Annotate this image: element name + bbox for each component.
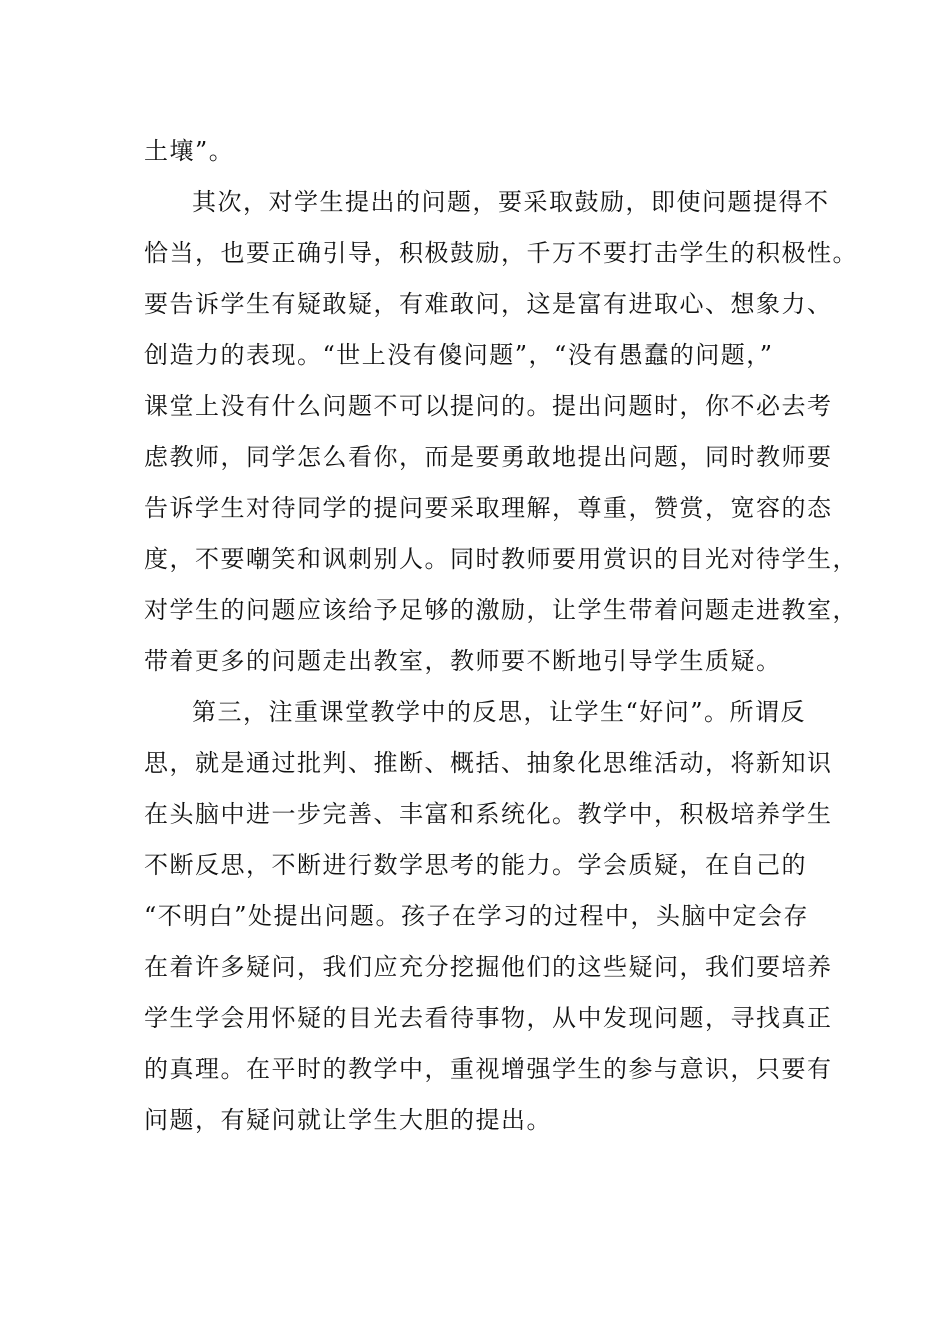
text-line: 土壤”。 [144, 137, 235, 165]
text-line: 恰当，也要正确引导，积极鼓励，千万不要打击学生的积极性。 [144, 239, 858, 267]
paragraph-start-line: 其次，对学生提出的问题，要采取鼓励，即使问题提得不 [192, 188, 830, 216]
text-line: 对学生的问题应该给予足够的激励，让学生带着问题走进教室， [144, 596, 858, 624]
text-line: “不明白”处提出问题。孩子在学习的过程中，头脑中定会存 [144, 902, 810, 930]
text-line: 度，不要嘲笑和讽刺别人。同时教师要用赏识的目光对待学生， [144, 545, 858, 573]
text-line: 不断反思，不断进行数学思考的能力。学会质疑，在自己的 [144, 851, 807, 879]
text-line: 学生学会用怀疑的目光去看待事物，从中发现问题，寻找真正 [144, 1004, 833, 1032]
text-line: 要告诉学生有疑敢疑，有难敢问，这是富有进取心、想象力、 [144, 290, 833, 318]
document-body [144, 126, 858, 1146]
text-line: 虑教师，同学怎么看你，而是要勇敢地提出问题，同时教师要 [144, 443, 833, 471]
text-line: 课堂上没有什么问题不可以提问的。提出问题时，你不必去考 [144, 392, 833, 420]
text-line: 在头脑中进一步完善、丰富和系统化。教学中，积极培养学生 [144, 800, 833, 828]
text-line: 的真理。在平时的教学中，重视增强学生的参与意识，只要有 [144, 1055, 833, 1083]
paragraph-start-line: 第三，注重课堂教学中的反思，让学生“好问”。所谓反 [192, 698, 807, 726]
text-line: 带着更多的问题走出教室，教师要不断地引导学生质疑。 [144, 647, 782, 675]
text-line: 思，就是通过批判、推断、概括、抽象化思维活动，将新知识 [144, 749, 833, 777]
text-line: 在着许多疑问，我们应充分挖掘他们的这些疑问，我们要培养 [144, 953, 833, 981]
text-line: 创造力的表现。“世上没有傻问题”，“没有愚蠢的问题，” [144, 341, 774, 369]
text-line: 告诉学生对待同学的提问要采取理解，尊重，赞赏，宽容的态 [144, 494, 833, 522]
text-line: 问题，有疑问就让学生大胆的提出。 [144, 1106, 552, 1134]
